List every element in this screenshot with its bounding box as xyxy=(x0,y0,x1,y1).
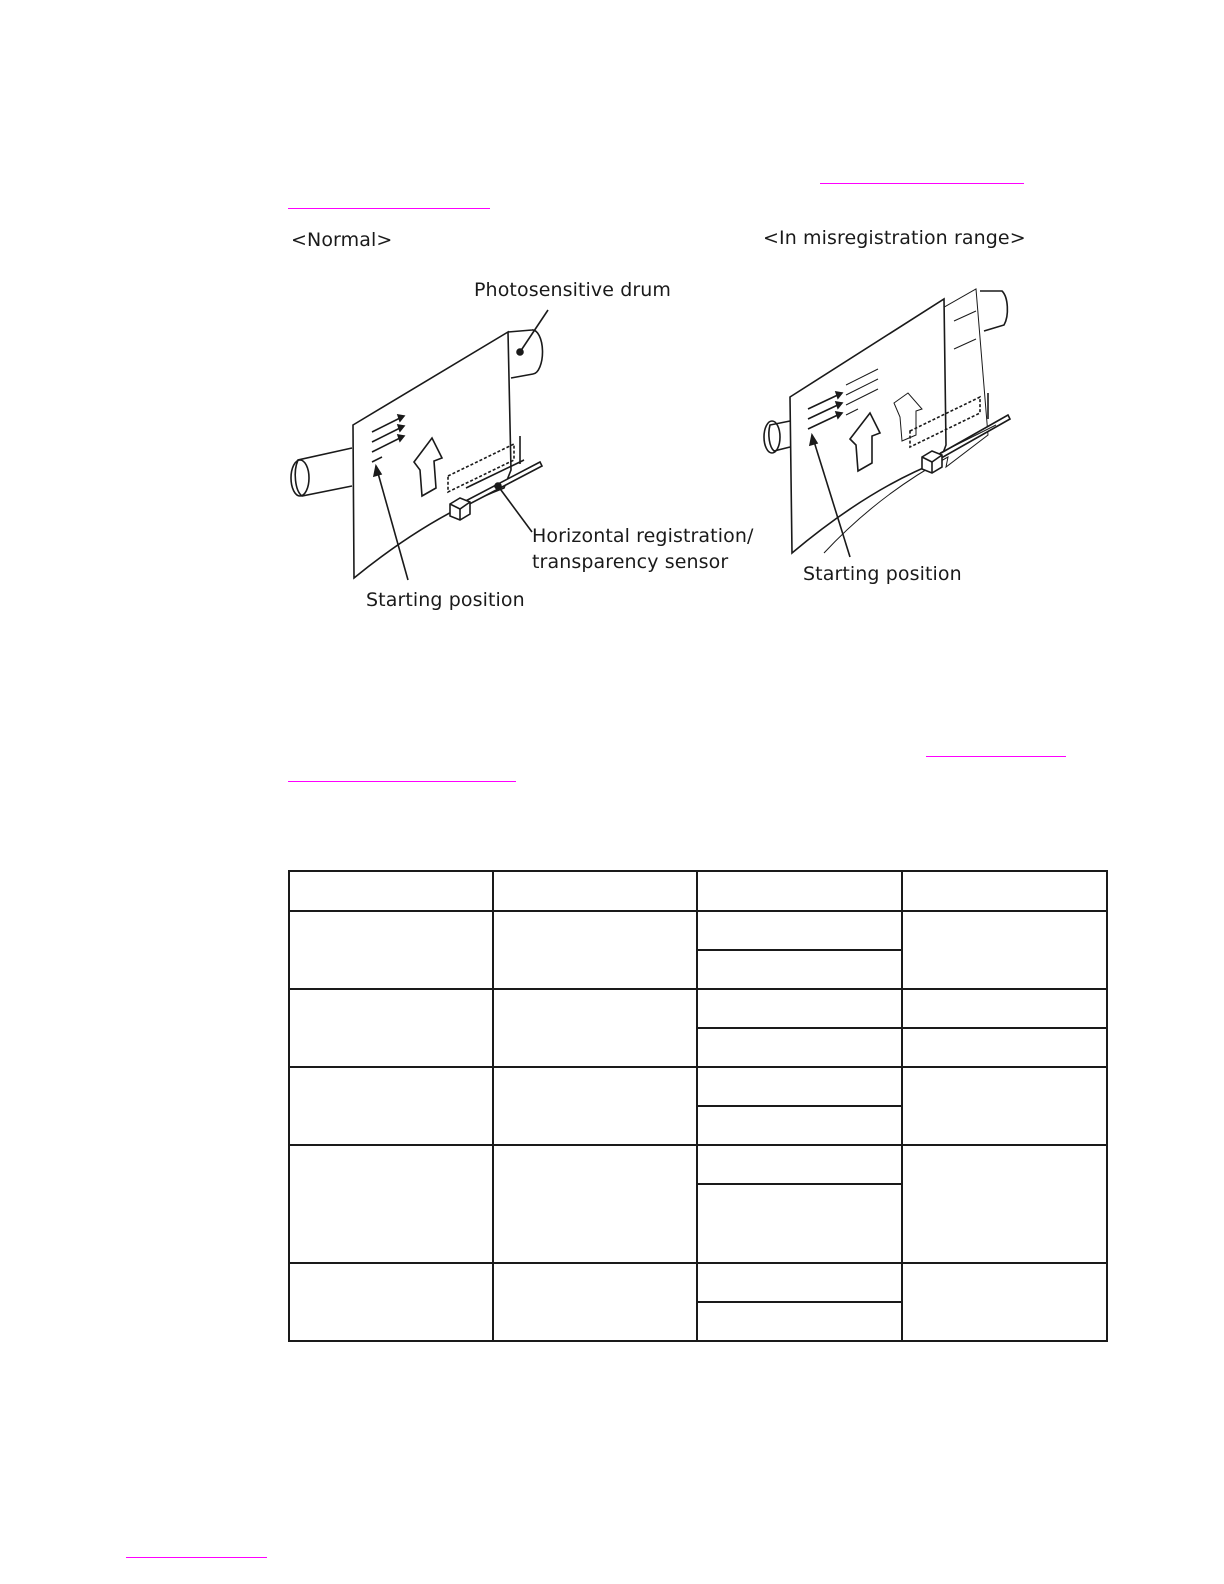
table-cell xyxy=(697,1184,902,1263)
table-cell xyxy=(902,1145,1107,1263)
table-cell xyxy=(697,911,902,950)
table-row xyxy=(289,911,1107,950)
table-cell xyxy=(493,989,697,1067)
figure-caption-normal: <Normal> xyxy=(291,229,393,251)
link-underline-2b[interactable] xyxy=(288,781,516,782)
footer-link-underline[interactable] xyxy=(126,1557,267,1558)
table-cell xyxy=(697,989,902,1028)
table-cell xyxy=(289,1067,493,1145)
callout-sensor-line2: transparency sensor xyxy=(532,551,729,573)
table-header-cell xyxy=(289,871,493,911)
figure-misregistration xyxy=(758,285,1028,575)
table-cell xyxy=(289,989,493,1067)
table-cell xyxy=(697,1067,902,1106)
table-row xyxy=(289,989,1107,1028)
table-row xyxy=(289,1145,1107,1184)
table-header-cell xyxy=(902,871,1107,911)
table-header-row xyxy=(289,871,1107,911)
figure-caption-misregistration: <In misregistration range> xyxy=(763,227,1026,249)
table-cell xyxy=(493,1067,697,1145)
table-cell xyxy=(493,1263,697,1341)
figure-normal xyxy=(280,300,570,590)
table-cell xyxy=(902,1263,1107,1341)
table-cell xyxy=(902,989,1107,1028)
table-cell xyxy=(697,1302,902,1341)
callout-photosensitive-drum: Photosensitive drum xyxy=(474,279,672,301)
table-row xyxy=(289,1067,1107,1106)
table-cell xyxy=(493,1145,697,1263)
table-cell xyxy=(902,911,1107,989)
callout-starting-position-right: Starting position xyxy=(803,563,962,585)
callout-sensor-line1: Horizontal registration/ xyxy=(532,525,754,547)
table-cell xyxy=(902,1028,1107,1067)
table-header-cell xyxy=(697,871,902,911)
table-cell xyxy=(697,1106,902,1145)
link-underline-1a[interactable] xyxy=(820,183,1024,184)
table-cell xyxy=(289,1145,493,1263)
callout-starting-position-left: Starting position xyxy=(366,589,525,611)
table-cell xyxy=(697,1145,902,1184)
table-cell xyxy=(902,1067,1107,1145)
table-cell xyxy=(697,1263,902,1302)
table-cell xyxy=(697,1028,902,1067)
table-cell xyxy=(289,1263,493,1341)
table-cell xyxy=(697,950,902,989)
data-table xyxy=(288,870,1108,1342)
link-underline-2a[interactable] xyxy=(926,756,1066,757)
table-row xyxy=(289,1263,1107,1302)
table-cell xyxy=(289,911,493,989)
table-cell xyxy=(493,911,697,989)
link-underline-1b[interactable] xyxy=(288,208,490,209)
table-header-cell xyxy=(493,871,697,911)
